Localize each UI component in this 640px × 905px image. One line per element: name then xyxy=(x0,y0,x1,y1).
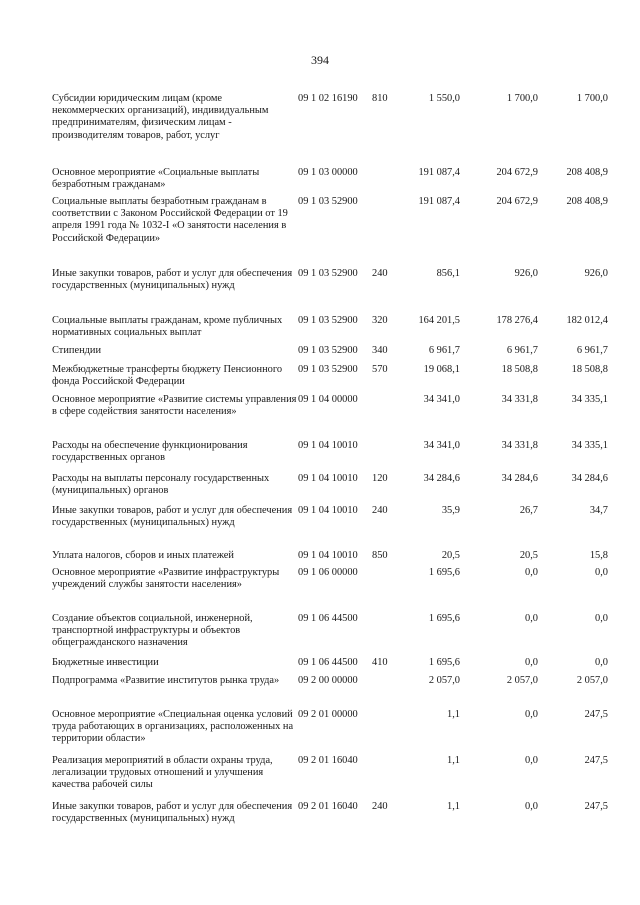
row-code: 09 1 03 52900 xyxy=(298,268,358,279)
row-value-2: 26,7 xyxy=(519,505,538,516)
row-code: 09 2 01 00000 xyxy=(298,709,358,720)
row-name: Подпрограмма «Развитие институтов рынка труда» xyxy=(52,675,280,686)
row-name: Социальные выплаты безработным гражданам в соответствии с Законом Российской Федерации от 19 апреля 1991 года № 1032-I «О занятости населения в Российской Федерации» xyxy=(52,196,288,244)
row-value-3: 182 012,4 xyxy=(566,315,608,326)
row-expense-type: 810 xyxy=(372,93,388,104)
row-code: 09 2 01 16040 xyxy=(298,755,358,766)
row-name: Бюджетные инвестиции xyxy=(52,657,159,668)
row-value-2: 0,0 xyxy=(525,567,538,578)
row-value-1: 34 341,0 xyxy=(423,394,460,405)
row-value-3: 34 335,1 xyxy=(571,440,608,451)
row-value-3: 18 508,8 xyxy=(571,364,608,375)
row-code: 09 1 04 10010 xyxy=(298,473,358,484)
row-value-2: 18 508,8 xyxy=(501,364,538,375)
row-value-1: 2 057,0 xyxy=(428,675,460,686)
row-value-2: 178 276,4 xyxy=(496,315,538,326)
row-code: 09 2 00 00000 xyxy=(298,675,358,686)
row-value-3: 208 408,9 xyxy=(566,196,608,207)
row-name: Иные закупки товаров, работ и услуг для обеспечения государственных (муниципальных) нужд xyxy=(52,801,293,825)
row-value-1: 34 284,6 xyxy=(423,473,460,484)
row-name: Расходы на выплаты персоналу государственных (муниципальных) органов xyxy=(52,473,270,497)
row-value-1: 191 087,4 xyxy=(418,196,460,207)
row-value-3: 0,0 xyxy=(595,567,608,578)
row-name: Межбюджетные трансферты бюджету Пенсионного фонда Российской Федерации xyxy=(52,364,283,388)
row-name: Иные закупки товаров, работ и услуг для обеспечения государственных (муниципальных) нужд xyxy=(52,505,293,529)
row-value-1: 1,1 xyxy=(447,709,460,720)
row-code: 09 1 03 52900 xyxy=(298,345,358,356)
row-code: 09 1 03 52900 xyxy=(298,196,358,207)
row-value-2: 6 961,7 xyxy=(506,345,538,356)
row-value-2: 0,0 xyxy=(525,657,538,668)
row-value-3: 0,0 xyxy=(595,657,608,668)
row-value-2: 34 331,8 xyxy=(501,394,538,405)
row-value-3: 208 408,9 xyxy=(566,167,608,178)
row-code: 09 1 06 44500 xyxy=(298,613,358,624)
row-name: Расходы на обеспечение функционирования государственных органов xyxy=(52,440,248,464)
row-value-1: 1,1 xyxy=(447,801,460,812)
row-code: 09 1 04 00000 xyxy=(298,394,358,405)
page-number: 394 xyxy=(311,53,329,67)
row-value-3: 34 284,6 xyxy=(571,473,608,484)
row-value-2: 204 672,9 xyxy=(496,196,538,207)
row-value-3: 0,0 xyxy=(595,613,608,624)
row-name: Создание объектов социальной, инженерной, транспортной инфраструктуры и объектов общегражданского назначения xyxy=(52,613,253,649)
row-name: Реализация мероприятий в области охраны труда, легализации трудовых отношений и улучшения качества рабочей силы xyxy=(52,755,273,791)
row-name: Уплата налогов, сборов и иных платежей xyxy=(52,550,234,561)
row-value-1: 1 695,6 xyxy=(428,613,460,624)
row-code: 09 1 04 10010 xyxy=(298,505,358,516)
row-value-1: 1 550,0 xyxy=(428,93,460,104)
row-value-2: 0,0 xyxy=(525,613,538,624)
row-value-2: 0,0 xyxy=(525,755,538,766)
row-value-3: 2 057,0 xyxy=(576,675,608,686)
row-value-1: 19 068,1 xyxy=(423,364,460,375)
row-value-2: 1 700,0 xyxy=(506,93,538,104)
row-value-2: 926,0 xyxy=(514,268,538,279)
row-value-1: 35,9 xyxy=(441,505,460,516)
row-value-3: 926,0 xyxy=(584,268,608,279)
row-value-3: 247,5 xyxy=(584,755,608,766)
row-expense-type: 240 xyxy=(372,801,388,812)
row-value-3: 247,5 xyxy=(584,801,608,812)
row-expense-type: 120 xyxy=(372,473,388,484)
row-value-1: 1 695,6 xyxy=(428,567,460,578)
row-name: Стипендии xyxy=(52,345,102,356)
row-value-3: 34 335,1 xyxy=(571,394,608,405)
row-value-1: 6 961,7 xyxy=(428,345,460,356)
row-code: 09 1 06 00000 xyxy=(298,567,358,578)
row-value-3: 34,7 xyxy=(589,505,608,516)
row-value-1: 856,1 xyxy=(436,268,460,279)
row-value-2: 34 284,6 xyxy=(501,473,538,484)
row-expense-type: 340 xyxy=(372,345,388,356)
row-value-2: 0,0 xyxy=(525,801,538,812)
row-code: 09 1 03 00000 xyxy=(298,167,358,178)
row-name: Субсидии юридическим лицам (кроме некоммерческих организаций), индивидуальным предпринимателям, физическим лицам - производителям товаров, работ, услуг xyxy=(52,93,269,141)
row-name: Основное мероприятие «Развитие системы управления в сфере содействия занятости населения» xyxy=(52,394,297,418)
row-name: Основное мероприятие «Социальные выплаты безработным гражданам» xyxy=(52,167,260,191)
row-value-1: 164 201,5 xyxy=(418,315,460,326)
row-name: Социальные выплаты гражданам, кроме публичных нормативных социальных выплат xyxy=(52,315,283,339)
row-code: 09 1 04 10010 xyxy=(298,440,358,451)
row-expense-type: 410 xyxy=(372,657,388,668)
row-expense-type: 850 xyxy=(372,550,388,561)
row-value-2: 34 331,8 xyxy=(501,440,538,451)
row-value-2: 2 057,0 xyxy=(506,675,538,686)
row-value-3: 247,5 xyxy=(584,709,608,720)
row-value-1: 1,1 xyxy=(447,755,460,766)
row-expense-type: 320 xyxy=(372,315,388,326)
row-code: 09 2 01 16040 xyxy=(298,801,358,812)
row-value-3: 6 961,7 xyxy=(576,345,608,356)
row-code: 09 1 03 52900 xyxy=(298,315,358,326)
row-value-2: 0,0 xyxy=(525,709,538,720)
row-code: 09 1 03 52900 xyxy=(298,364,358,375)
row-expense-type: 240 xyxy=(372,505,388,516)
row-name: Основное мероприятие «Развитие инфраструктуры учреждений службы занятости населения» xyxy=(52,567,280,591)
row-name: Основное мероприятие «Специальная оценка условий труда работающих в организациях, расположенных на территории области» xyxy=(52,709,294,745)
row-expense-type: 570 xyxy=(372,364,388,375)
row-value-1: 20,5 xyxy=(441,550,460,561)
row-value-1: 1 695,6 xyxy=(428,657,460,668)
row-value-3: 15,8 xyxy=(589,550,608,561)
row-value-1: 34 341,0 xyxy=(423,440,460,451)
row-value-2: 20,5 xyxy=(519,550,538,561)
row-expense-type: 240 xyxy=(372,268,388,279)
row-code: 09 1 04 10010 xyxy=(298,550,358,561)
row-value-2: 204 672,9 xyxy=(496,167,538,178)
row-code: 09 1 06 44500 xyxy=(298,657,358,668)
row-name: Иные закупки товаров, работ и услуг для обеспечения государственных (муниципальных) нужд xyxy=(52,268,293,292)
row-code: 09 1 02 16190 xyxy=(298,93,358,104)
row-value-1: 191 087,4 xyxy=(418,167,460,178)
row-value-3: 1 700,0 xyxy=(576,93,608,104)
